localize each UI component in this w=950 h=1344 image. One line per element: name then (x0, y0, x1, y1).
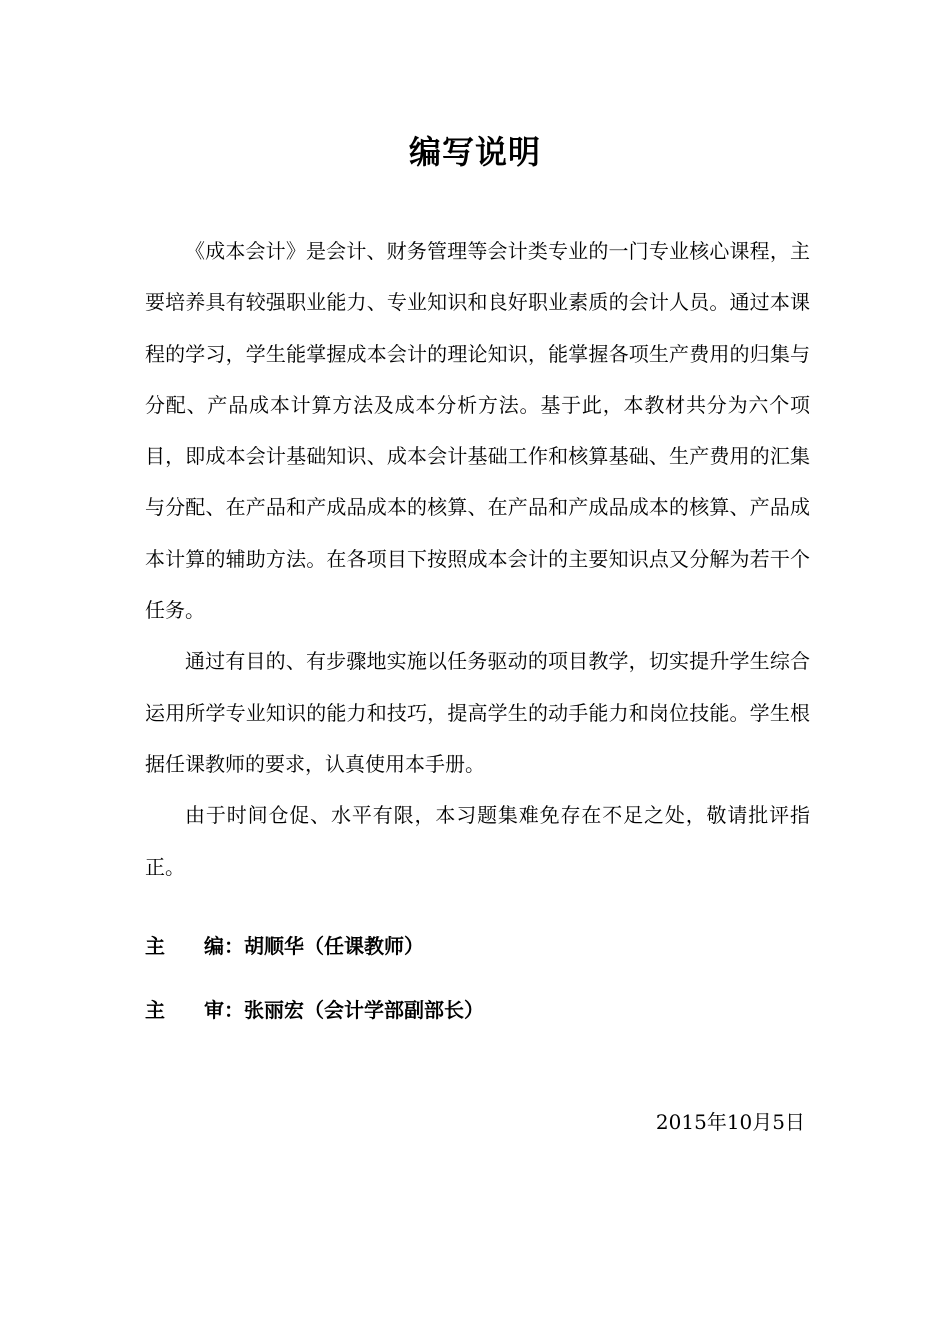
editor-label-second-char: 编： (204, 934, 244, 958)
document-body (145, 226, 810, 893)
paragraph-closing: 由于时间仓促、水平有限，本习题集难免存在不足之处，敬请批评指正。 (145, 803, 810, 879)
editor-label-first-char: 主 (145, 934, 165, 958)
paragraph-intro: 《成本会计》是会计、财务管理等会计类专业的一门专业核心课程，主要培养具有较强职业能力、专业知识和良好职业素质的会计人员。通过本课程的学习，学生能掌握成本会计的理论知识，能掌握各项生产费用的归集与分配、产品成本计算方法及成本分析方法。基于此，本教材共分为六个项目，即成本会计基础知识、成本会计基础工作和核算基础、生产费用的汇集与分配、在产品和产成品成本的核算、在产品和产成品成本的核算、产品成本计算的辅助方法。在各项目下按照成本会计的主要知识点又分解为若干个任务。 (145, 239, 810, 623)
reviewer-line (145, 990, 484, 1030)
reviewer-label-second-char: 审： (204, 998, 244, 1022)
editor-line (145, 926, 424, 966)
reviewer-label-first-char: 主 (145, 998, 165, 1022)
paragraph-method: 通过有目的、有步骤地实施以任务驱动的项目教学，切实提升学生综合运用所学专业知识的能力和技巧，提高学生的动手能力和岗位技能。学生根据任课教师的要求，认真使用本手册。 (145, 649, 810, 776)
reviewer-name: 张丽宏（会计学部副部长） (244, 998, 484, 1022)
editor-name: 胡顺华（任课教师） (244, 934, 424, 958)
document-title: 编写说明 (408, 133, 541, 171)
document-date: 2015年10月5日 (655, 1110, 805, 1134)
